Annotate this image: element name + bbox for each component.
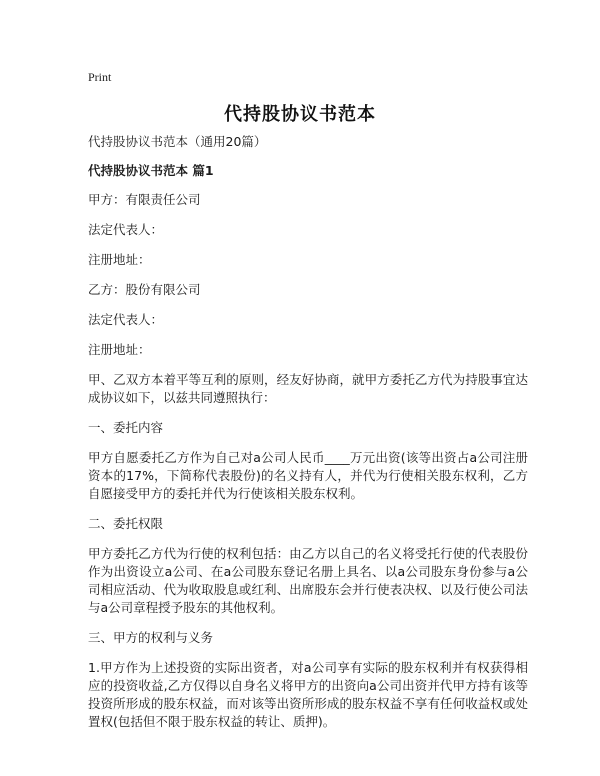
- party-b-name: 乙方：股份有限公司: [88, 282, 201, 297]
- party-a-representative: 法定代表人：: [88, 222, 164, 237]
- party-a-name: 甲方：有限责任公司: [88, 192, 201, 207]
- document-subtitle: 代持股协议书范本（通用20篇）: [88, 134, 267, 149]
- clause-1-text: 甲方自愿委托乙方作为自己对a公司人民币____万元出资(该等出资占a公司注册资本的17%，下简称代表股份)的名义持有人，并代为行使相关股东权利，乙方自愿接受甲方的委托并代为行使该相关股东权利。: [88, 450, 528, 501]
- clause-2-heading: 二、委托权限: [88, 516, 164, 531]
- clause-2-text: 甲方委托乙方代为行使的权利包括：由乙方以自己的名义将受托行使的代表股份作为出资设立a公司、在a公司股东登记名册上具名、以a公司股东身份参与a公司相应活动、代为收取股息或红利、出席股东会并行使表决权、以及行使公司法与a公司章程授予股东的其他权利。: [88, 546, 528, 615]
- intro-paragraph: 甲、乙双方本着平等互利的原则，经友好协商，就甲方委托乙方代为持股事宜达成协议如下，以兹共同遵照执行：: [88, 372, 528, 405]
- party-b-address: 注册地址：: [88, 342, 151, 357]
- party-b-representative: 法定代表人：: [88, 312, 164, 327]
- document-body: [88, 133, 528, 742]
- clause-3-item-1: 1.甲方作为上述投资的实际出资者，对a公司享有实际的股东权利并有权获得相应的投资收益,乙方仅得以自身名义将甲方的出资向a公司出资并代甲方持有该等投资所形成的股东权益，而对该等出资所形成的股东权益不享有任何收益权或处置权(包括但不限于股东权益的转让、质押)。: [88, 660, 528, 729]
- clause-3-heading: 三、甲方的权利与义务: [88, 630, 214, 645]
- print-label: Print: [88, 70, 112, 84]
- section-heading: 代持股协议书范本 篇1: [88, 163, 214, 178]
- document-title: 代持股协议书范本: [224, 104, 376, 125]
- party-a-address: 注册地址：: [88, 252, 151, 267]
- clause-1-heading: 一、委托内容: [88, 420, 164, 435]
